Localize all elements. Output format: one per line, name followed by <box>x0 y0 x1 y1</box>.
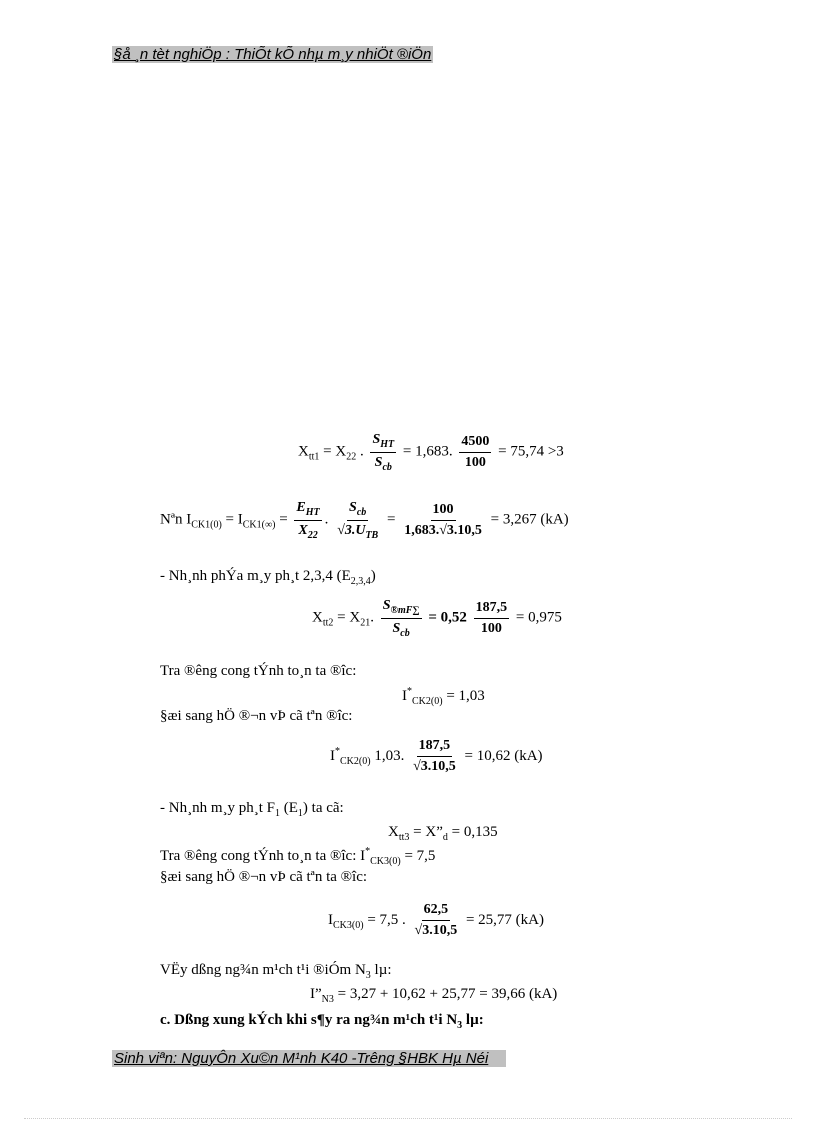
subscript: tt1 <box>308 451 320 463</box>
fraction <box>413 902 460 939</box>
denominator: S <box>392 620 401 636</box>
result: = 1,03 <box>442 688 485 704</box>
numerator: S <box>372 432 381 447</box>
equation-xtt2 <box>312 598 562 639</box>
text: ) ta cã: <box>302 800 344 816</box>
denominator: 100 <box>480 620 502 636</box>
subscript: TB <box>365 529 379 541</box>
denominator: √3.10,5 <box>414 923 458 938</box>
subscript: CK2(0) <box>340 755 371 767</box>
operator: = <box>386 511 400 528</box>
equation-xtt1 <box>298 432 564 473</box>
subscript: 22 <box>307 529 318 541</box>
fraction <box>474 600 510 637</box>
subscript: cb <box>356 506 367 518</box>
numerator: 187,5 <box>474 600 510 619</box>
symbol: = X” <box>409 824 443 840</box>
fraction <box>411 738 458 775</box>
text: - Nh¸nh phÝa m¸y ph¸t 2,3,4 (E <box>160 568 351 584</box>
text-line: §æi sang hÖ ®¬n vÞ cã tªn ®îc: <box>160 708 353 724</box>
subscript: N3 <box>321 994 334 1005</box>
symbol: X <box>312 609 323 626</box>
equation-ick1: Nªn $I_{CK1(0)} = I_{CK1(\infty)}$ = $\frac{E_{HT}}{X_{22}}$ . $\frac{S_{cb}}{√3.U_{TB}}$ = $\frac{100}{1,683.√3.10,5}$ = 3,267 (kA) <box>160 500 569 541</box>
fraction <box>402 502 484 539</box>
subscript: 22 <box>346 451 357 463</box>
text: VËy dßng ng¾n m¹ch t¹i ®iÓm N <box>160 962 366 978</box>
text-line: Tra ®êng cong tÝnh to¸n ta ®îc: <box>160 663 357 679</box>
numerator: E <box>296 500 306 515</box>
subscript: 1 <box>275 808 280 819</box>
text-line <box>160 568 376 587</box>
symbol: I <box>402 688 407 704</box>
value: = 7,5 . <box>363 911 410 928</box>
result: = 10,62 (kA) <box>464 747 543 764</box>
value: 1,03. <box>370 747 409 764</box>
result: = 0,975 <box>515 609 562 626</box>
subscript: CK1(0) <box>191 519 222 531</box>
fraction <box>294 500 321 541</box>
text: c. Dßng xung kÝch khi s¶y ra ng¾n m¹ch t¹i N <box>160 1012 458 1028</box>
result: = 25,77 (kA) <box>465 911 545 928</box>
text-line <box>160 800 344 819</box>
symbol: I <box>330 747 335 764</box>
result: = 75,74 >3 <box>498 443 564 460</box>
subscript: HT <box>305 506 320 518</box>
result: = 3,267 (kA) <box>490 511 569 528</box>
subscript: CK2(0) <box>412 696 443 707</box>
numerator: S <box>349 500 357 515</box>
symbol: I <box>328 911 333 928</box>
operator: . <box>356 443 368 460</box>
value: = 1,683. <box>402 443 457 460</box>
superscript: * <box>335 745 340 757</box>
fraction <box>459 434 491 471</box>
symbol: X <box>388 824 399 840</box>
subscript: CK1(∞) <box>242 519 276 531</box>
equation-ick2-unit <box>402 686 485 707</box>
symbol: = X <box>333 609 361 626</box>
numerator: 62,5 <box>422 902 451 921</box>
equation-in3 <box>310 986 557 1005</box>
text: - Nh¸nh m¸y ph¸t F <box>160 800 275 816</box>
equation-ick2 <box>330 738 543 775</box>
subscript: ®mF∑ <box>390 604 420 616</box>
text: = I <box>221 511 243 528</box>
subscript: 1 <box>297 808 303 819</box>
page-footer: Sinh viªn: NguyÔn Xu©n M¹nh K40 -Trêng §HBK Hµ Néi <box>112 1050 506 1067</box>
superscript: * <box>365 846 371 857</box>
text: = 7,5 <box>400 848 436 864</box>
symbol: = X <box>319 443 347 460</box>
operator: . <box>370 609 378 626</box>
fraction <box>335 500 380 541</box>
subscript: 2,3,4 <box>350 576 371 587</box>
equation-xtt3 <box>388 824 498 843</box>
text: Tra ®êng cong tÝnh to¸n ta ®îc: I <box>160 848 366 864</box>
subscript: 3 <box>457 1020 463 1031</box>
denominator: 1,683.√3.10,5 <box>404 522 482 538</box>
subscript: CK3(0) <box>370 856 401 867</box>
text: lµ: <box>370 962 392 978</box>
symbol: I” <box>310 986 322 1002</box>
page-header: §å ¸n tèt nghiÖp : ThiÕt kÕ nhµ m¸y nhiÖt ®iÖn <box>114 46 432 63</box>
numerator: 100 <box>431 502 456 521</box>
denominator: √3.U <box>337 522 366 538</box>
subscript: cb <box>400 627 410 639</box>
subscript: cb <box>382 461 392 473</box>
text-line: §æi sang hÖ ®¬n vÞ cã tªn ta ®îc: <box>160 869 368 885</box>
denominator: 100 <box>464 454 486 470</box>
operator: = <box>275 511 292 528</box>
subscript: CK3(0) <box>333 919 364 931</box>
superscript: * <box>407 686 412 697</box>
text-line <box>160 846 435 867</box>
symbol: X <box>298 443 309 460</box>
subscript: 3 <box>365 970 371 981</box>
page-edge-divider <box>24 1118 792 1119</box>
fraction <box>381 598 422 639</box>
text: ) <box>370 568 376 584</box>
section-heading <box>160 1012 484 1031</box>
denominator: S <box>374 454 383 470</box>
denominator: X <box>298 522 308 538</box>
subscript: tt2 <box>322 617 334 629</box>
text-line <box>160 962 392 981</box>
numerator: 187,5 <box>417 738 453 757</box>
subscript: tt3 <box>398 832 410 843</box>
text: Nªn I <box>160 511 192 528</box>
subscript: d <box>442 832 448 843</box>
result: = 3,27 + 10,62 + 25,77 = 39,66 (kA) <box>333 986 558 1002</box>
result: = 0,135 <box>447 824 498 840</box>
text: lµ: <box>462 1012 484 1028</box>
subscript: 21 <box>360 617 371 629</box>
equation-ick3 <box>328 902 544 939</box>
fraction <box>370 432 396 473</box>
numerator: 4500 <box>459 434 491 453</box>
value: = 0,52 <box>428 609 467 626</box>
text: (E <box>280 800 298 816</box>
denominator: √3.10,5 <box>413 759 456 774</box>
subscript: HT <box>380 438 395 450</box>
numerator: S <box>382 598 391 613</box>
